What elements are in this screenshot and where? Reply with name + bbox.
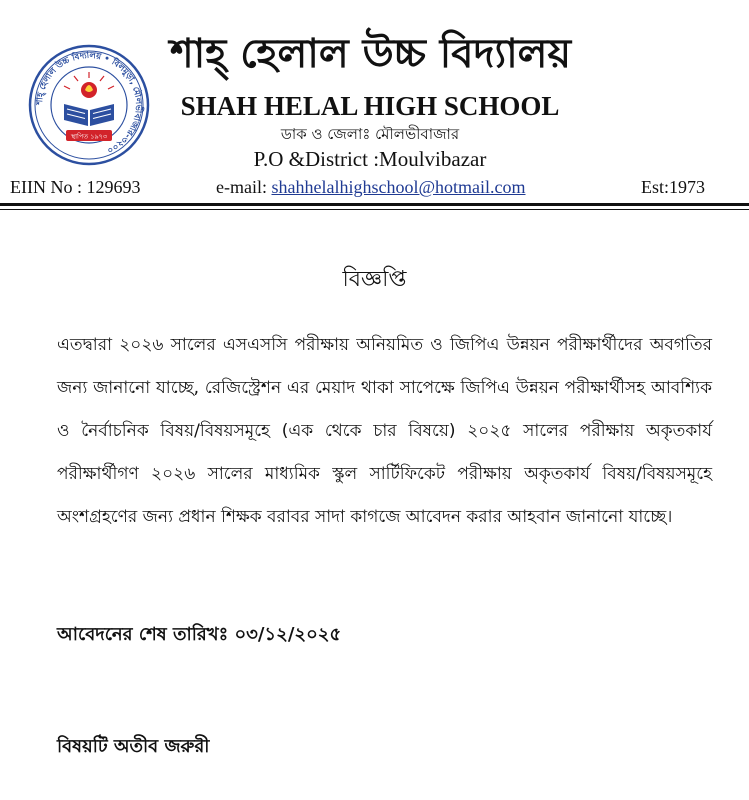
- eiin-number: EIIN No : 129693: [10, 177, 141, 197]
- contact-row: [0, 174, 749, 200]
- address-bengali: ডাক ও জেলাঃ মৌলভীবাজার: [280, 125, 460, 143]
- school-seal-logo: [28, 44, 150, 166]
- email-line: [216, 174, 526, 200]
- application-deadline: আবেদনের শেষ তারিখঃ ০৩/১২/২০২৫: [57, 624, 342, 645]
- notice-title: বিজ্ঞপ্তি: [342, 267, 407, 292]
- established-year: Est:1973: [640, 177, 705, 197]
- school-name-english: SHAH HELAL HIGH SCHOOL: [180, 91, 560, 121]
- seal-established-text: স্থাপিত ১৯৭৩: [70, 132, 108, 141]
- school-name-bengali: শাহ্ হেলাল উচ্চ বিদ্যালয়: [170, 31, 572, 77]
- urgent-note: বিষয়টি অতীব জরুরী: [57, 736, 210, 757]
- address-english: P.O &District :Moulvibazar: [253, 147, 487, 171]
- email-link[interactable]: shahhelalhighschool@hotmail.com: [271, 177, 526, 197]
- header-divider-thick: [0, 203, 749, 206]
- header-divider-thin: [0, 209, 749, 210]
- notice-body: এতদ্বারা ২০২৬ সালের এসএসসি পরীক্ষায় অনিয়মিত ও জিপিএ উন্নয়ন পরীক্ষার্থীদের অবগতির জন্য জানানো যাচ্ছে, রেজিস্ট্রেশন এর মেয়াদ থাকা সাপেক্ষে জিপিএ উন্নয়ন পরীক্ষার্থীসহ আবশ্যিক ও নৈর্বাচনিক বিষয়/বিষয়সমূহে (এক থেকে চার বিষয়ে) ২০২৫ সালের পরীক্ষায় অকৃতকার্য পরীক্ষার্থীগণ ২০২৬ সালের মাধ্যমিক স্কুল সার্টিফিকেট পরীক্ষায় অকৃতকার্য বিষয়/বিষয়সমূহে অংশগ্রহণের জন্য প্রধান শিক্ষক বরাবর সাদা কাগজে আবেদন করার আহবান জানানো যাচ্ছে।: [57, 335, 712, 527]
- email-label: e-mail:: [216, 177, 267, 197]
- seal-ring-text: শাহ্ হেলাল উচ্চ বিদ্যালয় • বিলমুড়া, মৌলভীবাজার-৩২০০: [34, 50, 144, 155]
